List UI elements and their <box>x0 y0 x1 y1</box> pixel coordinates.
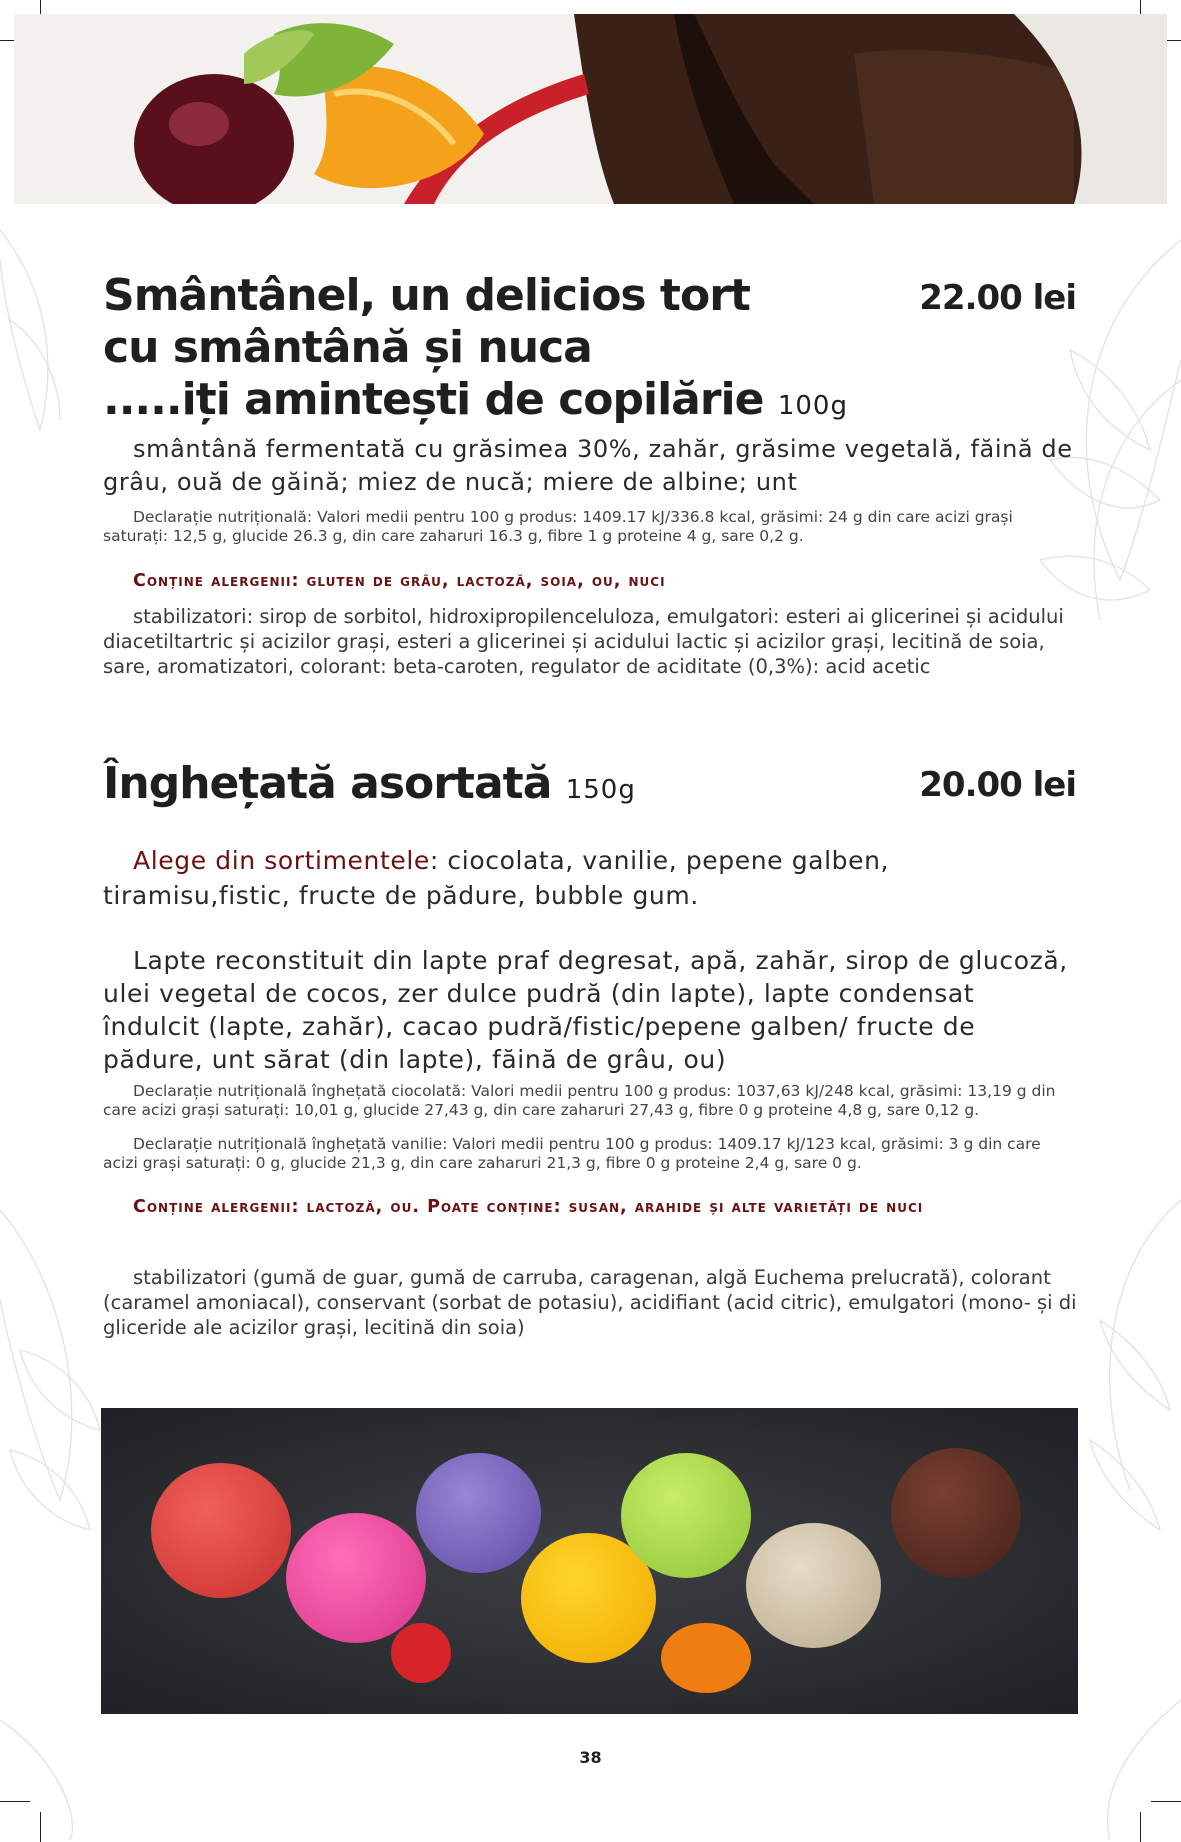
item-title-line: cu smântână și nuca <box>103 322 592 373</box>
allergen-text: Conține alergenii: lactoză, ou. Poate conține: susan, arahide și alte varietăți de nuci <box>133 1197 924 1217</box>
ice-cream-scoop <box>416 1453 541 1573</box>
crop-mark <box>1151 1801 1181 1802</box>
item-weight: 100g <box>777 391 848 421</box>
nutrition-declaration <box>103 1082 1078 1120</box>
orange-slice <box>661 1623 751 1693</box>
nutrition-declaration <box>103 1135 1078 1173</box>
choose-options: ciocolata, vanilie, pepene galben, tiramisu,fistic, fructe de pădure, bubble gum. <box>103 846 890 910</box>
hero-image-ice-cream <box>101 1408 1078 1714</box>
ice-cream-scoop <box>151 1463 291 1598</box>
item-title-line: .....iți amintești de copilărie <box>103 374 764 425</box>
ice-cream-scoop <box>621 1453 751 1578</box>
item-title-text: Înghețată asortată <box>103 758 552 809</box>
item-weight: 150g <box>565 775 636 805</box>
strawberry <box>391 1623 451 1683</box>
crop-mark <box>40 1812 41 1842</box>
page-number: 38 <box>579 1748 602 1767</box>
allergen-warning <box>103 564 1078 598</box>
nutrition-text: Declarație nutrițională înghețată ciocolată: Valori medii pentru 100 g produs: 1037,63 kJ/248 kcal, grăsimi: 13,19 g din care acizi grași saturați: 10,01 g, glucide 27,43 g, din care zaharuri 27,43 g, fibre 0 g proteine 4,8 g, sare 0,12 g. <box>103 1082 1056 1119</box>
hero-image-dessert <box>14 14 1167 204</box>
item-price: 20.00 lei <box>919 765 1076 805</box>
item-ingredients <box>103 433 1078 499</box>
crop-mark <box>1140 1812 1141 1842</box>
allergen-warning <box>103 1190 1078 1224</box>
item-ingredients-text: Lapte reconstituit din lapte praf degresat, apă, zahăr, sirop de glucoză, ulei vegetal de cocos, zer dulce pudră (din lapte), lapte condensat îndulcit (lapte, zahăr), cacao pudră/fistic/pepene galben/ fructe de pădure, unt sărat (din lapte), făină de grâu, ou) <box>103 946 1068 1074</box>
additives-text: stabilizatori: sirop de sorbitol, hidroxipropilenceluloza, emulgatori: esteri ai glicerinei și acidului diacetiltartric și acizilor grași, esteri a glicerinei și acidului lactic și acizilor grași, lecitină de soia, sare, aromatizatori, colorant: beta-caroten, regulator de aciditate (0,3%): acid acetic <box>103 605 1064 678</box>
ice-cream-scoop <box>891 1448 1021 1578</box>
crop-mark <box>0 1801 30 1802</box>
item-title-line: Smântânel, un delicios tort <box>103 270 750 321</box>
nutrition-text: Declarație nutrițională: Valori medii pentru 100 g produs: 1409.17 kJ/336.8 kcal, grăsimi: 24 g din care acizi grași saturați: 12,5 g, glucide 26.3 g, din care zaharuri 16.3 g, fibre 1 g proteine 4 g, sare 0,2 g. <box>103 508 1013 545</box>
item-ingredients <box>103 944 1078 1076</box>
nutrition-text: Declarație nutrițională înghețată vanilie: Valori medii pentru 100 g produs: 1409.17 kJ/123 kcal, grăsimi: 3 g din care acizi grași saturați: 0 g, glucide 21,3 g, din care zaharuri 21,3 g, fibre 0 g proteine 2,4 g, sare 0 g. <box>103 1135 1041 1172</box>
item-ingredients-text: smântână fermentată cu grăsimea 30%, zahăr, grăsime vegetală, făină de grâu, ouă de găină; miez de nucă; miere de albine; unt <box>103 435 1073 496</box>
additives-text: stabilizatori (gumă de guar, gumă de carruba, caragenan, algă Euchema prelucrată), colorant (caramel amoniacal), conservant (sorbat de potasiu), acidifiant (acid citric), emulgatori (mono- și di gliceride ale acizilor grași, lecitină din soia) <box>103 1266 1077 1339</box>
ice-cream-scoop <box>286 1513 426 1643</box>
additives-list <box>103 1265 1078 1340</box>
item-title <box>103 270 848 432</box>
item-title <box>103 758 636 816</box>
allergen-text: Conține alergenii: gluten de grâu, lactoză, soia, ou, nuci <box>133 571 666 591</box>
choose-label: Alege din sortimentele: <box>133 846 439 875</box>
nutrition-declaration <box>103 508 1078 546</box>
ice-cream-scoop <box>746 1523 881 1648</box>
flavor-options <box>103 843 1078 913</box>
item-price: 22.00 lei <box>919 278 1076 318</box>
additives-list <box>103 604 1078 679</box>
